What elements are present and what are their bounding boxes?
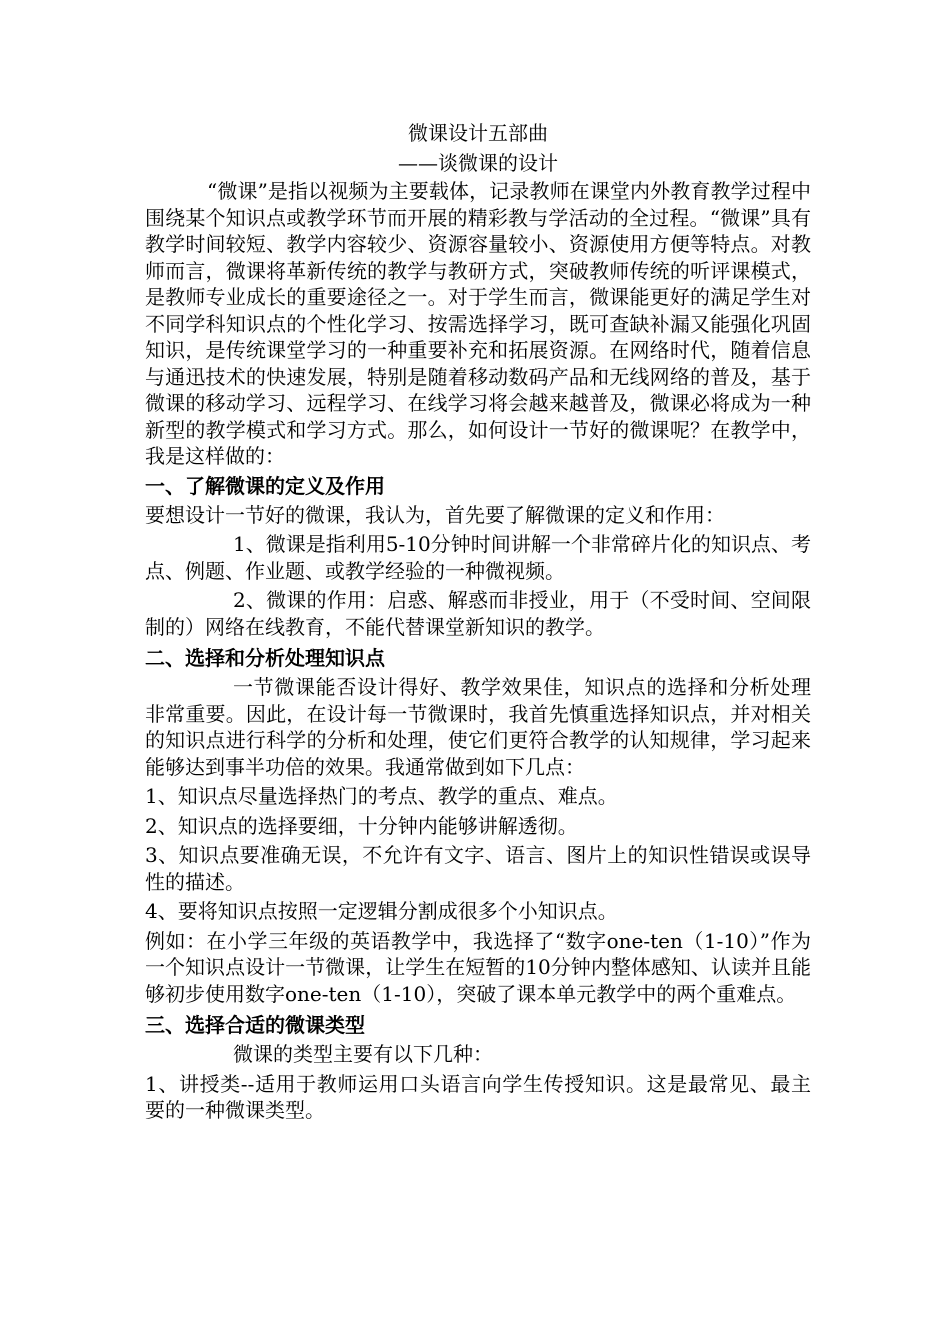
section-2-point-2: 2、知识点的选择要细，十分钟内能够讲解透彻。 [145, 813, 578, 838]
section-2-lead: 一节微课能否设计得好、教学效果佳，知识点的选择和分析处理非常重要。因此，在设计每一节微课时，我首先慎重选择知识点，并对相关的知识点进行科学的分析和处理，使它们更符合教学的认知规律，学习起来能够达到事半功倍的效果。我通常做到如下几点： [145, 675, 811, 779]
section-1-lead: 要想设计一节好的微课，我认为，首先要了解微课的定义和作用： [145, 502, 725, 527]
document-title: 微课设计五部曲 [408, 121, 548, 145]
section-2-point-1: 1、知识点尽量选择热门的考点、教学的重点、难点。 [145, 784, 618, 808]
section-1-item-1: 1、微课是指利用5-10分钟时间讲解一个非常碎片化的知识点、考点、例题、作业题、或教学经验的一种微视频。 [145, 532, 811, 583]
section-2-example: 例如：在小学三年级的英语教学中，我选择了“数字one-ten（1-10）”作为一个知识点设计一节微课，让学生在短暂的10分钟内整体感知、认读并且能够初步使用数字one-ten（1-10），突破了课本单元教学中的两个重难点。 [145, 928, 811, 1006]
section-3-heading: 三、选择合适的微课类型 [145, 1013, 365, 1037]
section-2-point-3: 3、知识点要准确无误，不允许有文字、语言、图片上的知识性错误或误导性的描述。 [145, 843, 811, 894]
document-subtitle: ——谈微课的设计 [398, 151, 558, 175]
section-2-point-4: 4、要将知识点按照一定逻辑分割成很多个小知识点。 [145, 899, 618, 923]
intro-paragraph: “微课”是指以视频为主要载体，记录教师在课堂内外教育教学过程中围绕某个知识点或教学环节而开展的精彩教与学活动的全过程。“微课”具有教学时间较短、教学内容较少、资源容量较小、资源使用方便等特点。对教师而言，微课将革新传统的教学与教研方式，突破教师传统的听评课模式，是教师专业成长的重要途径之一。对于学生而言，微课能更好的满足学生对不同学科知识点的个性化学习、按需选择学习，既可查缺补漏又能强化巩固知识，是传统课堂学习的一种重要补充和拓展资源。在网络时代，随着信息与通迅技术的快速发展，特别是随着移动数码产品和无线网络的普及，基于微课的移动学习、远程学习、在线学习将会越来越普及，微课必将成为一种新型的教学模式和学习方式。那么，如何设计一节好的微课呢？在教学中，我是这样做的： [145, 179, 811, 468]
section-1-item-2: 2、微课的作用：启惑、解惑而非授业，用于（不受时间、空间限制的）网络在线教育，不能代替课堂新知识的教学。 [145, 588, 811, 639]
section-1-heading: 一、了解微课的定义及作用 [145, 473, 385, 498]
section-3-lead: 微课的类型主要有以下几种： [233, 1042, 493, 1066]
section-3-item-1: 1、讲授类--适用于教师运用口头语言向学生传授知识。这是最常见、最主要的一种微课类型。 [145, 1071, 811, 1122]
document-page [145, 118, 811, 1124]
section-2-heading: 二、选择和分析处理知识点 [145, 646, 385, 670]
